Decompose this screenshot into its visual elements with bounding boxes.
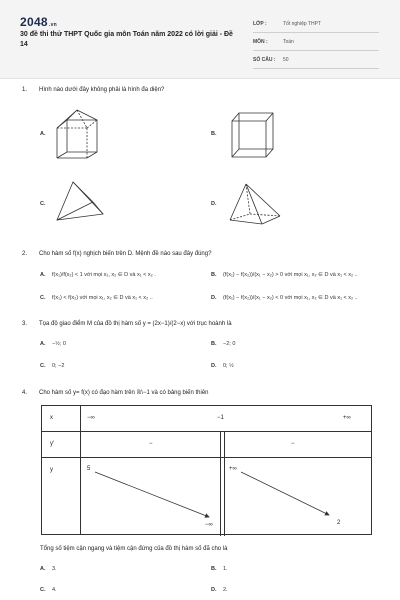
- q3-option-b[interactable]: B. −2; 0: [211, 341, 236, 347]
- table-y-label-cell: y: [42, 458, 81, 535]
- question-4: 4. Cho hàm số y= f(x) có đạo hàm trên ℝ\−1 và có bảng biến thiên: [22, 390, 209, 396]
- question-2: 2. Cho hàm số f(x) nghịch biến trên D. Mệnh đề nào sau đây đúng?: [22, 251, 212, 257]
- tetrahedron-figure: [55, 180, 105, 224]
- table-yp-label-cell: y': [42, 432, 81, 458]
- q4-option-c[interactable]: C. 4.: [40, 587, 57, 593]
- meta-row-subject: MÔN : Toán: [253, 34, 379, 51]
- variation-table: [41, 405, 372, 535]
- meta-panel: [253, 16, 379, 70]
- q3-option-d[interactable]: D. 0; ½: [211, 363, 234, 369]
- y-value-right-top: +∞: [229, 466, 237, 472]
- yp-sign-right: −: [291, 441, 295, 447]
- variation-arrows: [81, 458, 373, 536]
- q3-option-a[interactable]: A. −½; 0: [40, 341, 66, 347]
- page-header: [0, 0, 400, 79]
- page-title: 30 đề thi thử THPT Quốc gia môn Toán năm 2022 có lời giải - Đề 14: [20, 31, 233, 48]
- question-3: 3. Tọa độ giao điểm M của đồ thị hàm số y = (2x−1)/(2−x) với trục hoành là: [22, 321, 232, 327]
- q2-option-d[interactable]: D. (f(x₁) − f(x₂))/(x₁ − x₂) < 0 với mọi x₁, x₂ ∈ D và x₁ < x₂ ..: [211, 295, 358, 301]
- y-value-left-bottom: −∞: [205, 522, 213, 528]
- q3-option-c[interactable]: C. 0; −2: [40, 363, 65, 369]
- q4-option-a[interactable]: A. 3.: [40, 566, 57, 572]
- question-1: 1. Hình nào dưới đây không phải là hình đa diện?: [22, 87, 165, 93]
- table-y-values-cell: [81, 458, 372, 535]
- table-yp-values-cell: [81, 432, 372, 458]
- q1-option-b[interactable]: B.: [211, 131, 217, 137]
- yp-double-bar: [220, 432, 225, 458]
- q4-option-d[interactable]: D. 2.: [211, 587, 228, 593]
- table-x-label-cell: x: [42, 406, 81, 432]
- q4-option-b[interactable]: B. 1.: [211, 566, 228, 572]
- meta-row-count: SỐ CÂU : 50: [253, 52, 379, 69]
- yp-sign-left: −: [149, 441, 153, 447]
- table-x-values-cell: [81, 406, 372, 432]
- meta-row-class: LỚP : Tốt nghiệp THPT: [253, 16, 379, 33]
- q1-option-a[interactable]: A.: [40, 131, 46, 137]
- q1-option-d[interactable]: D.: [211, 201, 217, 207]
- site-logo[interactable]: 2048.vn: [20, 15, 58, 29]
- cube-figure: [229, 109, 277, 161]
- q2-option-b[interactable]: B. (f(x₁) − f(x₂))/(x₁ − x₂) > 0 với mọi x₁, x₂ ∈ D và x₁ < x₂ ..: [211, 272, 358, 278]
- x-value-neg-inf: −∞: [87, 415, 95, 421]
- arrow-decreasing-right: [241, 472, 329, 515]
- q2-option-a[interactable]: A. f(x₁)/f(x₂) < 1 với mọi x₁, x₂ ∈ D và x₁ < x₂ .: [40, 272, 156, 278]
- pyramid-figure: [228, 182, 282, 226]
- q4-followup-text: Tổng số tiệm cận ngang và tiệm cận đứng của đồ thị hàm số đã cho là: [40, 546, 228, 552]
- cube-with-pyramid-figure: [55, 108, 103, 160]
- q1-option-c[interactable]: C.: [40, 201, 46, 207]
- x-value-pos-inf: +∞: [343, 415, 351, 421]
- x-value-minus-one: −1: [217, 415, 224, 421]
- arrow-decreasing-left: [95, 472, 209, 517]
- y-value-right-bottom: 2: [337, 520, 341, 526]
- q2-option-c[interactable]: C. f(x₁) < f(x₂) với mọi x₁, x₂ ∈ D và x₁ < x₂ ..: [40, 295, 153, 301]
- y-value-left-top: 5: [87, 466, 91, 472]
